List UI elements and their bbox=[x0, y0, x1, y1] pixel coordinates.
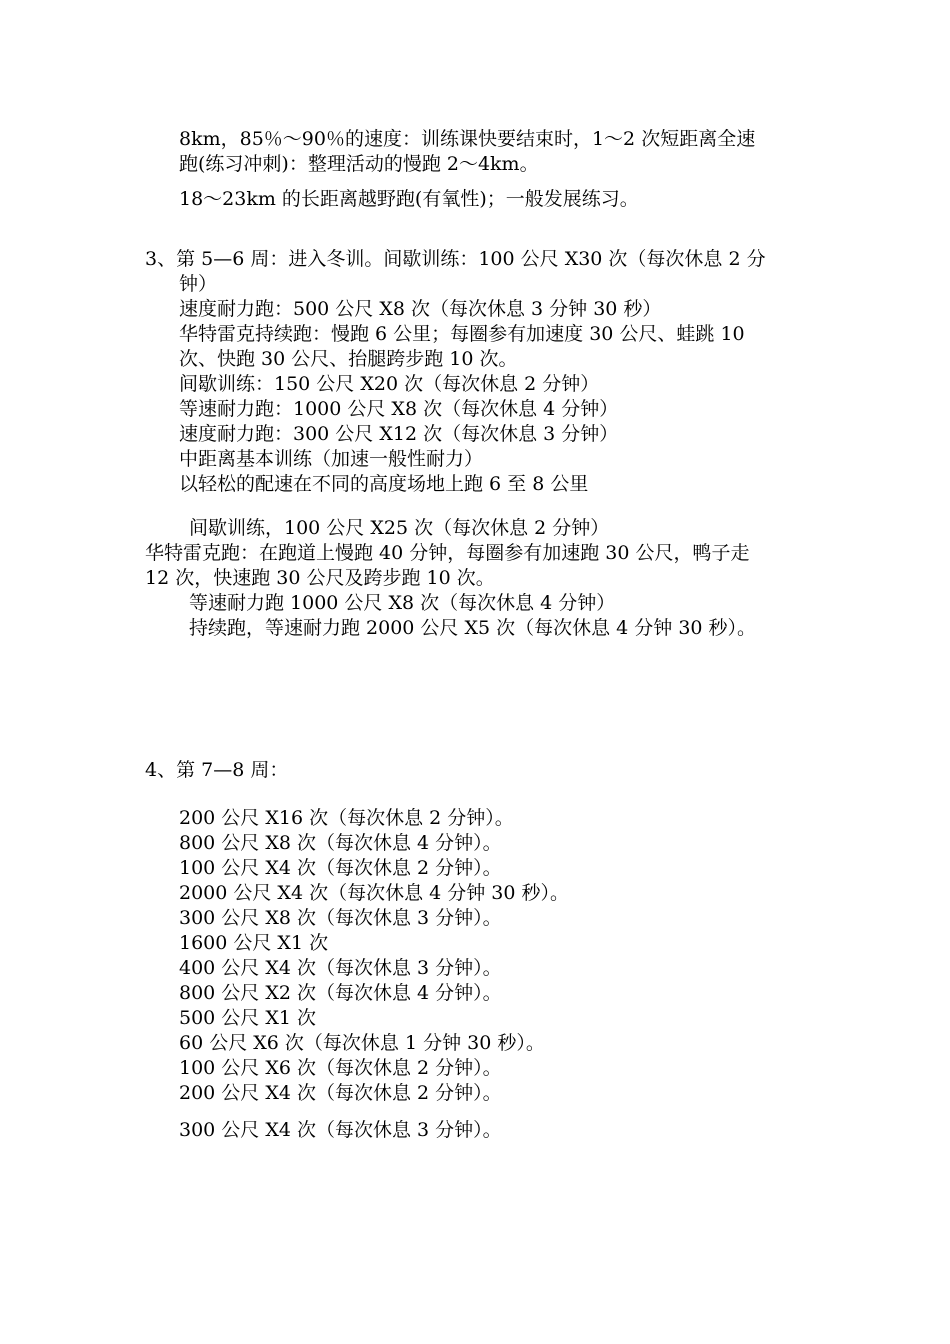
paragraph-line: 华特雷克跑：在跑道上慢跑 40 分钟，每圈参有加速跑 30 公尺，鸭子走 bbox=[145, 542, 750, 564]
paragraph-line: 12 次，快速跑 30 公尺及跨步跑 10 次。 bbox=[145, 567, 495, 589]
list-item: 中距离基本训练（加速一般性耐力） bbox=[179, 448, 484, 470]
list-item: 速度耐力跑：300 公尺 X12 次（每次休息 3 分钟） bbox=[179, 423, 619, 445]
paragraph-line: 等速耐力跑 1000 公尺 X8 次（每次休息 4 分钟） bbox=[189, 592, 616, 614]
list-item: 60 公尺 X6 次（每次休息 1 分钟 30 秒）。 bbox=[179, 1032, 545, 1054]
list-item: 300 公尺 X4 次（每次休息 3 分钟）。 bbox=[179, 1119, 502, 1141]
list-item: 500 公尺 X1 次 bbox=[179, 1007, 316, 1029]
list-item: 100 公尺 X6 次（每次休息 2 分钟）。 bbox=[179, 1057, 502, 1079]
paragraph-line: 间歇训练，100 公尺 X25 次（每次休息 2 分钟） bbox=[189, 517, 610, 539]
section-heading: 3、第 5—6 周：进入冬训。间歇训练：100 公尺 X30 次（每次休息 2 分 bbox=[145, 248, 766, 270]
paragraph-line: 8km，85％～90％的速度：训练课快要结束时，1～2 次短距离全速 bbox=[179, 128, 756, 150]
list-item: 速度耐力跑：500 公尺 X8 次（每次休息 3 分钟 30 秒） bbox=[179, 298, 662, 320]
list-item: 等速耐力跑：1000 公尺 X8 次（每次休息 4 分钟） bbox=[179, 398, 619, 420]
list-item: 800 公尺 X8 次（每次休息 4 分钟）。 bbox=[179, 832, 502, 854]
list-item: 300 公尺 X8 次（每次休息 3 分钟）。 bbox=[179, 907, 502, 929]
list-item: 800 公尺 X2 次（每次休息 4 分钟）。 bbox=[179, 982, 502, 1004]
list-item: 次、快跑 30 公尺、抬腿跨步跑 10 次。 bbox=[179, 348, 518, 370]
paragraph-line: 持续跑，等速耐力跑 2000 公尺 X5 次（每次休息 4 分钟 30 秒）。 bbox=[189, 617, 757, 639]
list-item: 1600 公尺 X1 次 bbox=[179, 932, 329, 954]
list-item: 400 公尺 X4 次（每次休息 3 分钟）。 bbox=[179, 957, 502, 979]
list-item: 以轻松的配速在不同的高度场地上跑 6 至 8 公里 bbox=[179, 473, 589, 495]
section-heading: 4、第 7—8 周： bbox=[145, 759, 289, 781]
list-item: 间歇训练：150 公尺 X20 次（每次休息 2 分钟） bbox=[179, 373, 600, 395]
section-heading-cont: 钟） bbox=[179, 273, 218, 295]
paragraph-line: 18～23km 的长距离越野跑(有氧性)；一般发展练习。 bbox=[179, 188, 639, 210]
list-item: 华特雷克持续跑：慢跑 6 公里；每圈参有加速度 30 公尺、蛙跳 10 bbox=[179, 323, 745, 345]
list-item: 200 公尺 X16 次（每次休息 2 分钟）。 bbox=[179, 807, 514, 829]
list-item: 100 公尺 X4 次（每次休息 2 分钟）。 bbox=[179, 857, 502, 879]
list-item: 2000 公尺 X4 次（每次休息 4 分钟 30 秒）。 bbox=[179, 882, 570, 904]
paragraph-line: 跑(练习冲刺)：整理活动的慢跑 2～4km。 bbox=[179, 153, 539, 175]
list-item: 200 公尺 X4 次（每次休息 2 分钟）。 bbox=[179, 1082, 502, 1104]
